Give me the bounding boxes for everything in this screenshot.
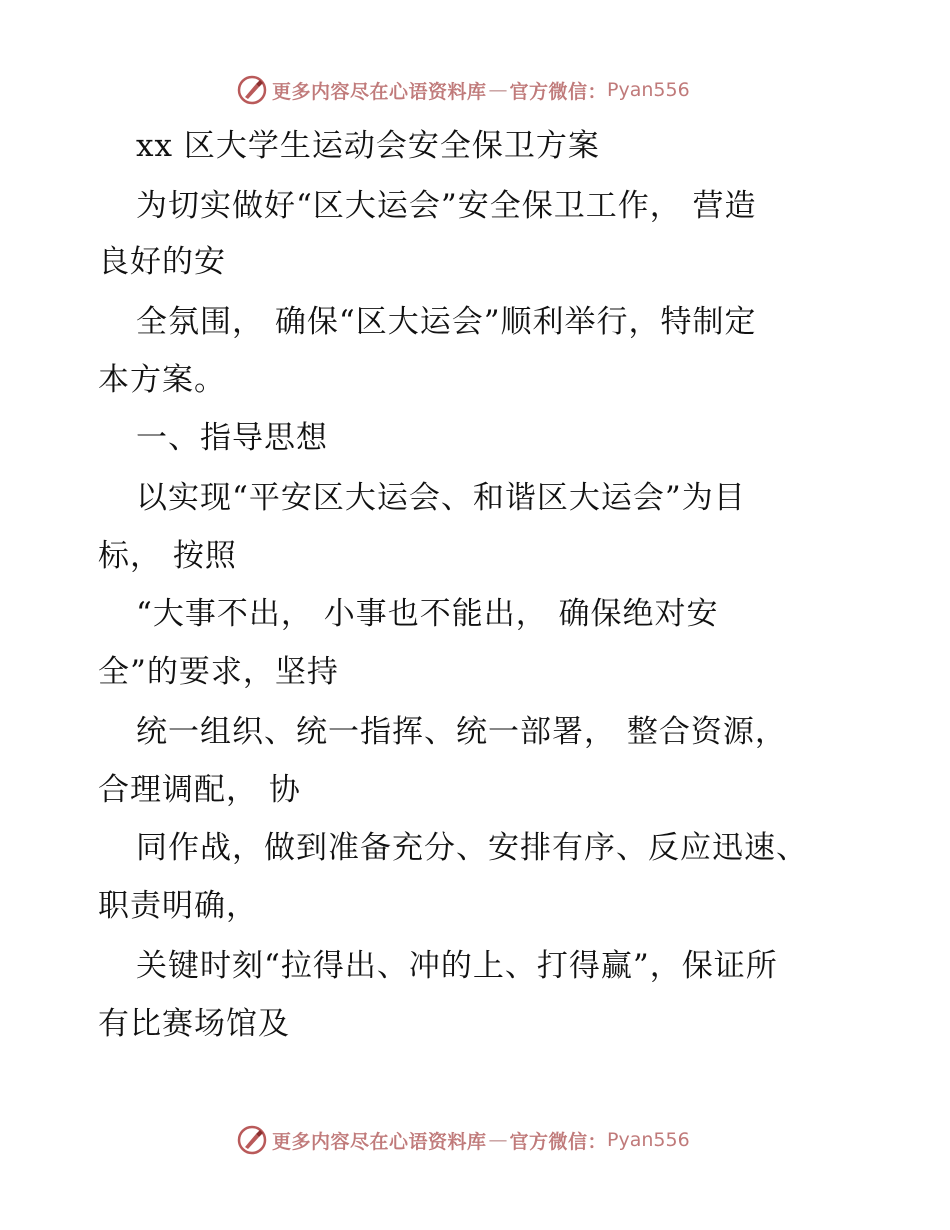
paragraph-line: 全氛围， 确保“区大运会”顺利举行，特制定: [136, 304, 757, 340]
watermark-dash: —: [488, 1129, 508, 1151]
footer-watermark: [236, 1122, 690, 1158]
paragraph-line: 良好的安: [98, 244, 226, 280]
paragraph-line: 关键时刻“拉得出、冲的上、打得赢”，保证所: [136, 948, 778, 984]
watermark-id: Pyan556: [607, 1129, 690, 1151]
paragraph-line: 同作战，做到准备充分、安排有序、反应迅速、: [136, 830, 808, 866]
watermark-text: 更多内容尽在心语资料库: [272, 80, 487, 103]
watermark-official: 官方微信：: [509, 80, 608, 103]
paragraph-line: 本方案。: [98, 362, 226, 398]
paragraph-line: “大事不出， 小事也不能出， 确保绝对安: [136, 596, 719, 632]
paragraph-line: 合理调配， 协: [98, 772, 301, 808]
paragraph-line: 统一组织、统一指挥、统一部署， 整合资源，: [136, 714, 787, 750]
paragraph-line: 标， 按照: [98, 538, 237, 574]
paragraph-line: 有比赛场馆及: [98, 1006, 290, 1042]
watermark-id: Pyan556: [607, 79, 690, 101]
paragraph-line: 全”的要求，坚持: [98, 654, 339, 690]
watermark-text: 更多内容尽在心语资料库: [272, 1130, 487, 1153]
paragraph-line: 以实现“平安区大运会、和谐区大运会”为目: [136, 480, 746, 516]
watermark-official: 官方微信：: [509, 1130, 608, 1153]
document-title: xx 区大学生运动会安全保卫方案: [136, 128, 600, 164]
paragraph-line: 为切实做好“区大运会”安全保卫工作， 营造: [136, 188, 757, 224]
section-heading: 一、指导思想: [136, 420, 328, 456]
watermark-dash: —: [488, 79, 508, 101]
pen-seal-icon: [236, 1124, 268, 1156]
paragraph-line: 职责明确，: [98, 888, 258, 924]
